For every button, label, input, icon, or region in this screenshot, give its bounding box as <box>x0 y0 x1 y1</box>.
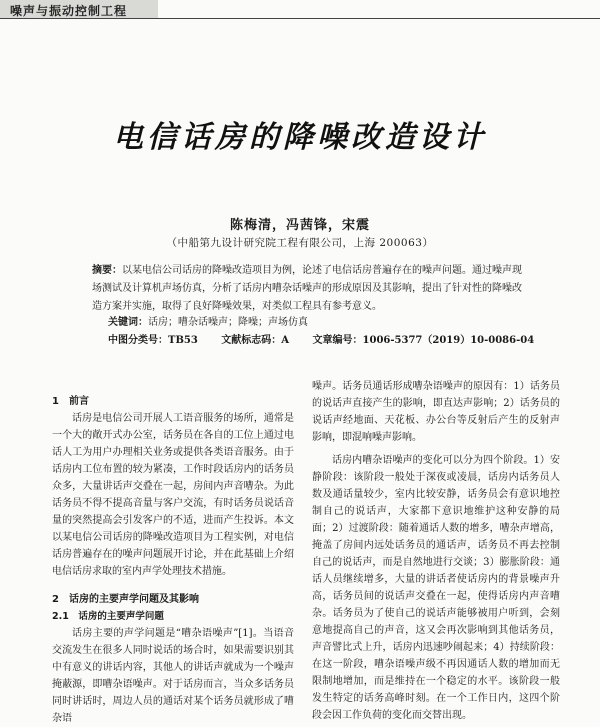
section-1-paragraph: 话房是电信公司开展人工语音服务的场所，通常是一个大的敞开式办公室，话务员在各自的工位上通过电话人工为用户办理相关业务或提供各类语音服务。由于话房内工位布置的较为紧凑，工作时段话房内的话务员众多，大量讲话声交叠在一起，房间内声音嘈杂。为此话务员不得不提高音量与客户交流，有时话务员说话音量的突然提高会引发客户的不适，进而产生投诉。本文以某电信公司话房的降噪改造项目为工程实例，对电信话房普遍存在的噪声问题展开讨论，并在此基础上介绍电信话房求取的室内声学处理技术措施。 <box>52 413 294 577</box>
keywords-label: 关键词： <box>108 317 148 328</box>
keywords-text: 话房；嘈杂话噪声；降噪；声场仿真 <box>148 317 308 328</box>
article-title: 电信话房的降噪改造设计 <box>113 120 487 155</box>
right-column <box>312 378 560 724</box>
classification-line <box>108 332 548 350</box>
right-paragraph-2: 话房内嘈杂语噪声的变化可以分为四个阶段。1）安静阶段：该阶段一般处于深夜或凌晨，话房内话务员人数及通话量较少，室内比较安静，话务员会有意识地控制自己的说话声，大家都下意识地维护这种安静的局面；2）过渡阶段：随着通话人数的增多，嘈杂声增高，掩盖了房间内远处话务员的通话声，话务员不再去控制自己的说话声，而是自然地进行交谈；3）膨胀阶段：通话人员继续增多，大量的讲话者使话房内的背景噪声升高，话务员间的说话声交叠在一起，使得话房内声音嘈杂。话务员为了使自己的说话声能够被用户听到，会刻意地提高自己的声音，这又会再次影响到其他话务员，声音譬比式上升，话房内迅速吵闹起来；4）持续阶段：在这一阶段，嘈杂语噪声级不再因通话人数的增加而无限制地增加，而是维持在一个稳定的水平。该阶段一般发生特定的话务高峰时刻。在一个工作日内，这四个阶段会因工作负荷的变化而交替出现。 <box>312 455 560 721</box>
section-2-1-heading: 2.1 话房的主要声学问题 <box>52 611 164 622</box>
left-column <box>52 393 294 727</box>
authors: 陈梅清，冯茜锋，宋震 <box>229 218 370 233</box>
abstract-label: 摘要： <box>92 265 122 276</box>
header-rule <box>0 18 600 19</box>
right-paragraph-1: 噪声。话务员通话形成嘈杂语噪声的原因有：1）话务员的说话声直接产生的影响，即直达声影响；2）话务员的说话声经地面、天花板、办公台等反射后产生的反射声影响，即混响噪声影响。 <box>312 381 560 443</box>
abstract-text: 以某电信公司话房的降噪改造项目为例，论述了电信话房普遍存在的噪声问题。通过噪声现场测试及计算机声场仿真，分析了话房内嘈杂话噪声的形成原因及其影响，提出了针对性的降噪改造方案并实施，取得了良好降噪效果，对类似工程具有参考意义。 <box>92 265 522 312</box>
section-1-heading: 1 前言 <box>52 396 89 407</box>
clc-number: 中图分类号：TB53 <box>108 335 198 346</box>
journal-name: 噪声与振动控制工程 <box>10 4 128 18</box>
abstract <box>92 262 522 316</box>
document-code: 文献标志码：A <box>221 335 290 346</box>
section-2-1-paragraph: 话房主要的声学问题是“嘈杂语噪声”[1]。当语音交流发生在很多人同时说话的场合时，如果需要识别其中有意义的讲话内容，其他人的讲话声就成为一个噪声掩蔽源，即嘈杂语噪声。对于话房而言，当众多话务员同时讲话时，周边人员的通话对某个话务员就形成了嘈杂语 <box>52 628 294 724</box>
section-2-heading: 2 话房的主要声学问题及其影响 <box>52 594 199 605</box>
keywords <box>108 314 528 332</box>
article-number: 文章编号：1006-5377（2019）10-0086-04 <box>312 335 535 346</box>
affiliation: （中船第九设计研究院工程有限公司，上海 200063） <box>166 237 434 249</box>
